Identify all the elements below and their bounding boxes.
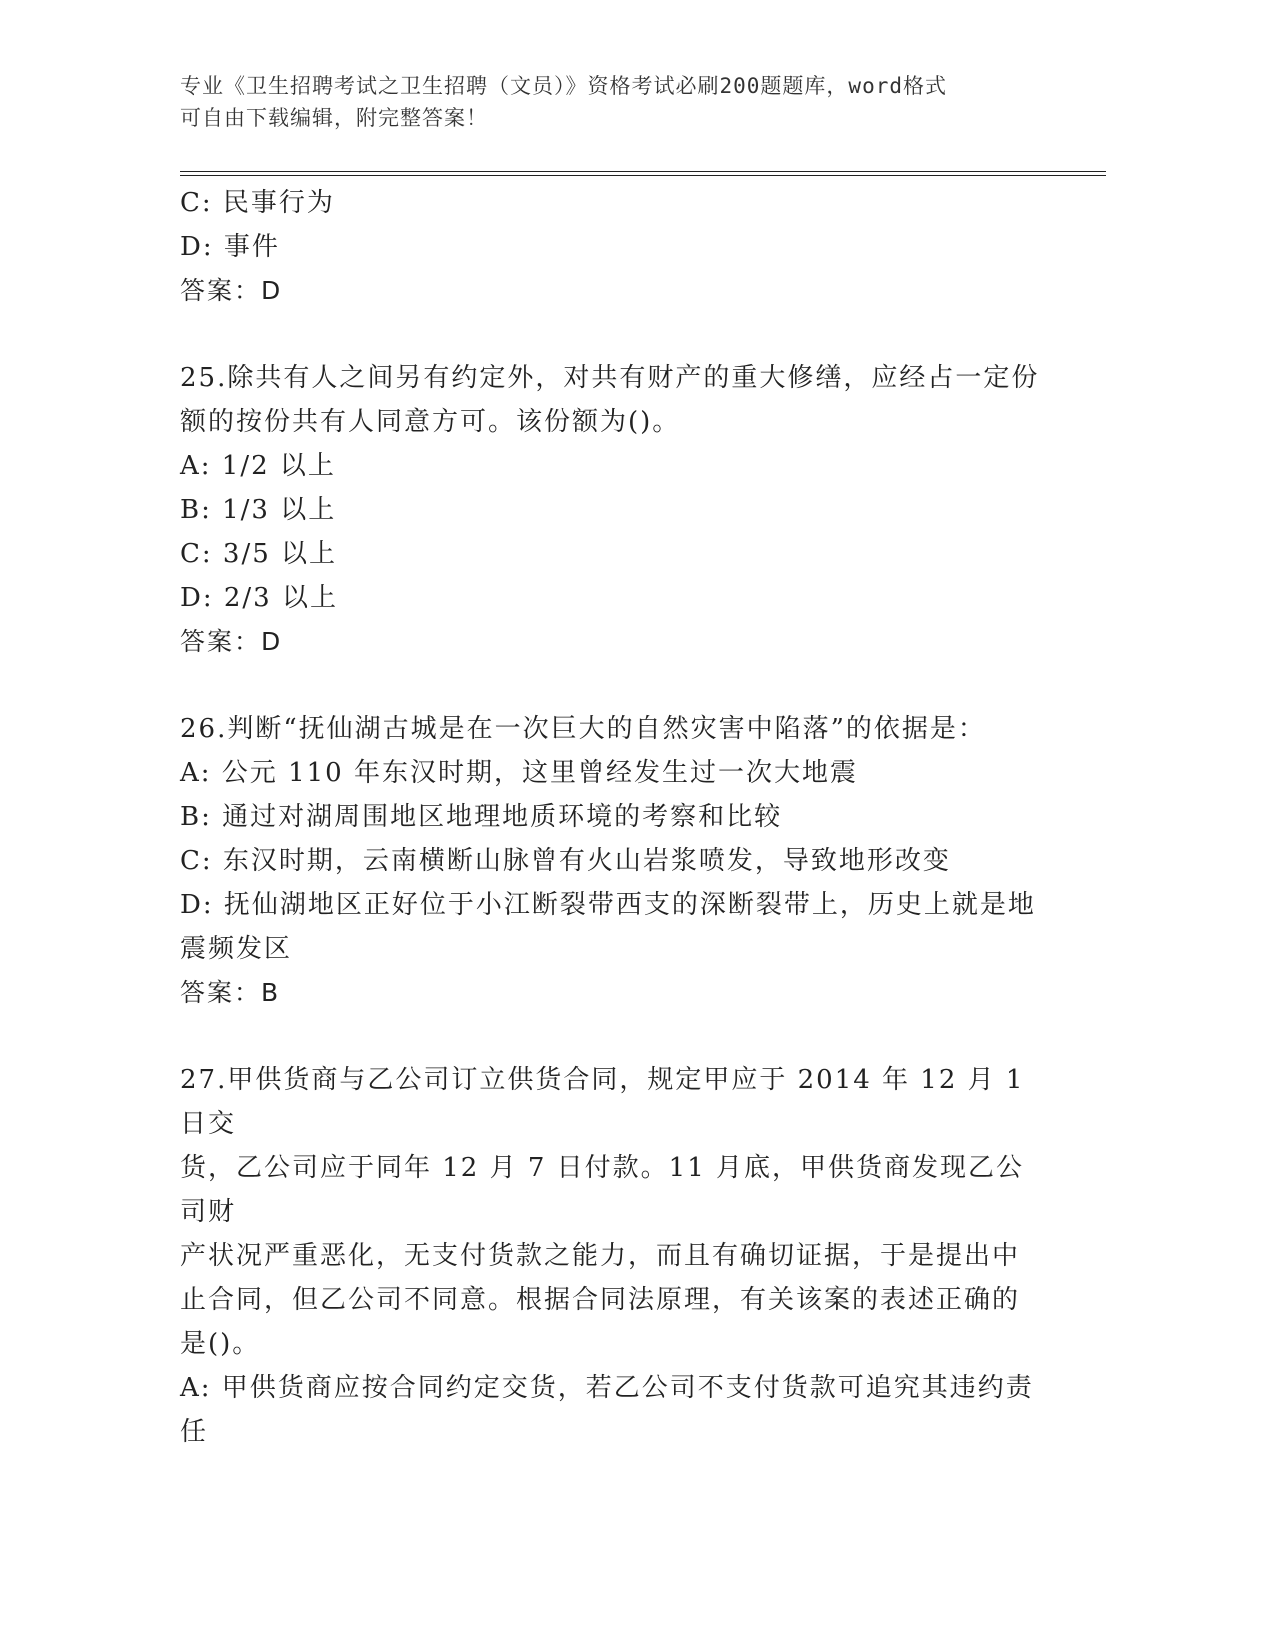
option-c: C: 东汉时期，云南横断山脉曾有火山岩浆喷发，导致地形改变	[180, 846, 951, 876]
question-stem-cont: 止合同，但乙公司不同意。根据合同法原理，有关该案的表述正确的	[180, 1285, 1021, 1315]
option-c: C: 3/5 以上	[180, 539, 338, 569]
option-a: A: 公元 110 年东汉时期，这里曾经发生过一次大地震	[180, 758, 858, 788]
answer-line: 答案：D	[180, 276, 283, 305]
option-b: B: 1/3 以上	[180, 495, 337, 525]
question-26	[180, 707, 1040, 1015]
option-c: C: 民事行为	[180, 188, 335, 218]
spacer	[180, 664, 1040, 707]
option-a: A: 甲供货商应按合同约定交货，若乙公司不支付货款可追究其违约责	[180, 1373, 1034, 1403]
question-stem-cont: 产状况严重恶化，无支付货款之能力，而且有确切证据，于是提出中	[180, 1241, 1021, 1271]
question-stem-cont: 额的按份共有人同意方可。该份额为()。	[180, 407, 681, 437]
option-d: D: 抚仙湖地区正好位于小江断裂带西支的深断裂带上，历史上就是地	[180, 890, 1036, 920]
option-d-cont: 震频发区	[180, 934, 293, 964]
question-content	[180, 181, 1040, 1454]
option-b: B: 通过对湖周围地区地理地质环境的考察和比较	[180, 802, 783, 832]
spacer	[180, 1015, 1040, 1058]
question-stem: 25.除共有人之间另有约定外，对共有财产的重大修缮，应经占一定份	[180, 363, 1040, 393]
option-a-cont: 任	[180, 1417, 209, 1447]
answer-line: 答案：B	[180, 978, 281, 1007]
option-a: A: 1/2 以上	[180, 451, 336, 481]
question-25	[180, 356, 1040, 664]
answer-line: 答案：D	[180, 627, 283, 656]
option-d: D: 事件	[180, 232, 280, 262]
question-stem-cont: 货，乙公司应于同年 12 月 7 日付款。11 月底，甲供货商发现乙公司财	[180, 1153, 1025, 1227]
question-27	[180, 1058, 1040, 1454]
question-24-tail	[180, 181, 1040, 313]
question-stem: 26.判断“抚仙湖古城是在一次巨大的自然灾害中陷落”的依据是：	[180, 714, 986, 744]
header-line-1: 专业《卫生招聘考试之卫生招聘（文员）》资格考试必刷200题题库，word格式	[180, 74, 947, 98]
header-divider-bottom	[180, 175, 1106, 176]
question-stem: 27.甲供货商与乙公司订立供货合同，规定甲应于 2014 年 12 月 1 日交	[180, 1065, 1035, 1139]
page-header	[180, 70, 1060, 134]
spacer	[180, 313, 1040, 356]
header-line-2: 可自由下载编辑，附完整答案！	[180, 106, 488, 130]
option-d: D: 2/3 以上	[180, 583, 338, 613]
header-divider-top	[180, 171, 1106, 172]
question-stem-cont: 是()。	[180, 1329, 261, 1359]
